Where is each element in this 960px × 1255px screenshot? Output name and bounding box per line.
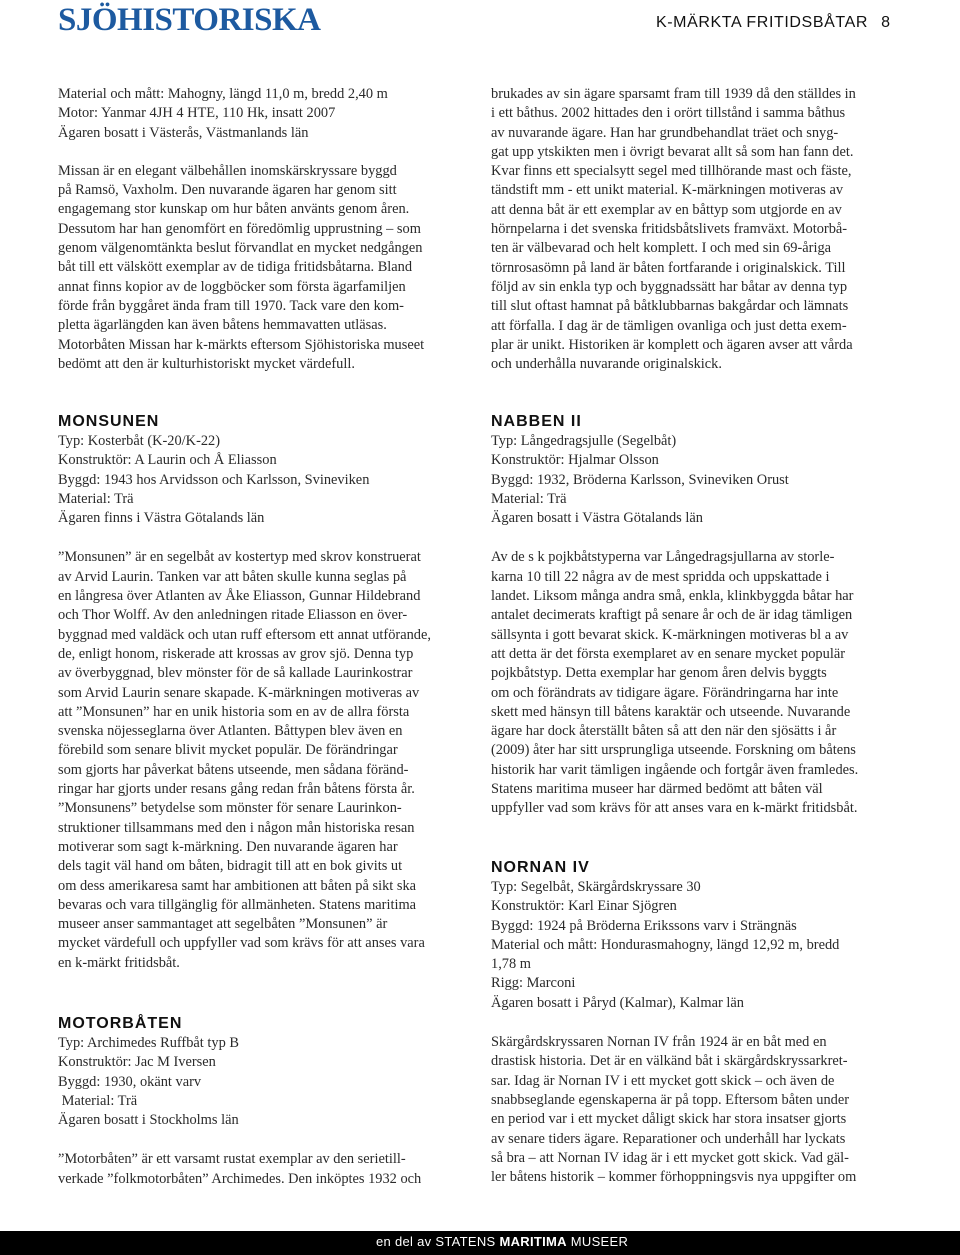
boat-entry-nabben — [491, 412, 903, 819]
text-line: annat finns kopior av de loggböcker som första ägarfamiljen — [58, 278, 406, 295]
spec-line: Konstruktör: Hjalmar Olsson — [491, 452, 659, 469]
text-line: att ”Monsunen” har en unik historia som en av de allra första — [58, 703, 410, 720]
intro-right-column — [491, 85, 903, 374]
text-line: att denna båt är ett exemplar av en båttyp som utgjorde en av — [491, 201, 842, 218]
text-line: svenska nöjesseglarna över Atlanten. Båttypen blev även en — [58, 723, 403, 740]
text-line: motiverar som sagt k-märkning. Den nuvarande ägaren har — [58, 838, 398, 855]
text-line: och Thor Wolff. Av den anledningen ritade Eliasson en över- — [58, 607, 408, 624]
text-line: sällsynta i gott bevarat skick. K-märkningen motiveras bl a av — [491, 626, 849, 643]
text-line: uppfyller vad som krävs för att anses vara en k-märkt fritidsbåt. — [491, 800, 858, 817]
body-text — [58, 162, 470, 374]
spec-line: Typ: Kosterbåt (K-20/K-22) — [58, 433, 221, 449]
spec-list — [491, 432, 903, 528]
text-line: Kvar finns ett specialsytt segel med tillhörande mast och fäste, — [491, 163, 852, 180]
spec-line: Ägaren bosatt i Västerås, Västmanlands län — [58, 124, 309, 141]
text-line: båt till ett välskött exemplar av de tidiga fritidsbåtarna. Bland — [58, 259, 413, 276]
text-line: skett med hänsyn till båtens karaktär och utseende. Nuvarande — [491, 703, 851, 720]
text-line: ler båtens historik – kommer förhoppningsvis nya uppgifter om — [491, 1169, 857, 1186]
spec-line: Byggd: 1924 på Bröderna Erikssons varv i Strängnäs — [491, 917, 797, 934]
text-line: i ett båthus. 2002 hittades den i orört tillstånd i samma båthus — [491, 105, 846, 122]
footer-org-museer: MUSEER — [570, 1234, 629, 1249]
intro-left-column — [58, 85, 470, 374]
text-line: att förfalla. I dag är de tämligen ovanliga och just detta exem- — [491, 317, 847, 334]
text-line: en långresa över Atlanten av Åke Eliasson, Gunnar Hildebrand — [58, 588, 421, 605]
text-line: Dessutom har han genomfört en föredömlig upprustning – som — [58, 220, 421, 237]
footer-prefix: en del av — [376, 1234, 432, 1249]
page-footer — [0, 1231, 960, 1255]
spec-line: Konstruktör: Jac M Iversen — [58, 1054, 216, 1071]
text-line: en period var i ett mycket dåligt skick har stora insatser gjorts — [491, 1111, 847, 1128]
text-line: och underhålla nuvarande originalskick. — [491, 356, 722, 373]
text-line: förde från byggåret ända fram till 1970. Tack vare den kom- — [58, 297, 404, 314]
text-line: till slut oftast hamnat på båtklubbarnas bakgårdar och lämnats — [491, 298, 849, 315]
spec-line: Material: Trä — [58, 1092, 138, 1109]
footer-credit — [376, 1234, 628, 1249]
text-line: engagemang stor kunskap om hur båten använts genom åren. — [58, 201, 410, 218]
spec-list — [58, 85, 470, 143]
spec-line: Material och mått: Mahogny, längd 11,0 m, bredd 2,40 m — [58, 86, 388, 102]
page-number: 8 — [881, 14, 890, 31]
text-line: gat upp ytskikten men i övrigt bevarat allt så som han fann det. — [491, 143, 854, 160]
text-line: som gjorts har påverkat båtens utseende, men sådana föränd- — [58, 761, 409, 778]
text-line: sar. Idag är Nornan IV i ett mycket gott skick – och även de — [491, 1072, 835, 1089]
text-line: ”Motorbåten” är ett varsamt rustat exemplar av den serietill- — [58, 1151, 406, 1168]
body-text — [58, 548, 470, 973]
spec-line: Konstruktör: A Laurin och Å Eliasson — [58, 452, 277, 469]
text-line: följd av sin enkla typ och byggnadssätt har båtar av denna typ — [491, 278, 848, 295]
text-line: Av de s k pojkbåtstyperna var Långedragsjullarna av storle- — [491, 549, 835, 566]
spec-line: Rigg: Marconi — [491, 975, 576, 992]
spec-line: Motor: Yanmar 4JH 4 HTE, 110 Hk, insatt 2007 — [58, 105, 336, 122]
boat-heading: MOTORBÅTEN — [58, 1015, 183, 1032]
text-line: ten är välbevarad och helt komplett. I och med sin 69-åriga — [491, 240, 832, 257]
text-line: dels tagit väl hand om båten, bidragit till att en bok givits ut — [58, 858, 403, 875]
text-line: om och förändrats av tidigare ägare. Förändringarna har inte — [491, 684, 839, 701]
text-line: så bra – att Nornan IV idag är i ett mycket gott skick. Vad gäl- — [491, 1149, 849, 1166]
text-line: ägare har dock återställt båten så att den när den sjösätts i år — [491, 723, 837, 740]
text-line: hörnpelarna i det svenska fritidsbåtslivets framväxt. Motorbå- — [491, 221, 848, 238]
text-line: ”Monsunen” är en segelbåt av kostertyp med skrov konstruerat — [58, 549, 421, 566]
text-line: ”Monsunens” betydelse som mönster för senare Laurinkon- — [58, 800, 402, 817]
spec-list — [58, 432, 470, 528]
text-line: törnrosasömn på land är båten fortfarande i originalskick. Till — [491, 259, 846, 276]
text-line: snabbseglande egenskaperna är på topp. Eftersom båten under — [491, 1091, 850, 1108]
spec-line: Typ: Archimedes Ruffbåt typ B — [58, 1035, 239, 1051]
body-text — [491, 1033, 903, 1187]
spec-list — [491, 878, 903, 1013]
text-line: av överbyggnad, blev mönster för de så kallade Laurinkostrar — [58, 665, 413, 682]
boat-entry-monsunen — [58, 412, 470, 973]
body-text — [491, 548, 903, 818]
text-line: plar är unikt. Historiken är komplett och ägaren avser att vårda — [491, 336, 853, 353]
footer-org-maritima: MARITIMA — [499, 1234, 567, 1249]
text-line: bevaras och vara tillgänglig för allmänheten. Statens maritima — [58, 896, 417, 913]
text-line: bedömt att den är kulturhistoriskt mycket värdefull. — [58, 355, 355, 372]
spec-line: Ägaren bosatt i Stockholms län — [58, 1112, 239, 1129]
text-line: Statens maritima museer har därmed bedömt att båten väl — [491, 781, 823, 798]
text-line: struktioner tillsammans med den i någon mån historiska resan — [58, 819, 415, 836]
text-line: Missan är en elegant välbehållen inomskärskryssare byggd — [58, 162, 397, 179]
text-line: pletta ägarlängden kan även båtens hemmavatten utläsas. — [58, 317, 387, 334]
text-line: verkade ”folkmotorbåten” Archimedes. Den inköptes 1932 och — [58, 1170, 422, 1187]
text-line: de, enligt honom, riskerade att krossas av grov sjö. Denna typ — [58, 645, 414, 662]
boat-entry-motorbaten — [58, 1014, 470, 1189]
text-line: historik har varit tämligen ingående och fortgår även framledes. — [491, 761, 859, 778]
page-header — [0, 0, 960, 50]
text-line: en k-märkt fritidsbåt. — [58, 954, 180, 971]
text-line: att detta är det första exemplaret av en senare mycket populär — [491, 645, 846, 662]
boat-entry-nornan — [491, 858, 903, 1187]
text-line: karna 10 till 22 några av de mest spridda och uppskattade i — [491, 568, 830, 585]
boat-heading: MONSUNEN — [58, 413, 160, 430]
text-line: (2009) åter har sitt ursprungliga utseende. Forskning om båtens — [491, 742, 856, 759]
text-line: mycket värdefull och uppfyller vad som krävs för att anses vara — [58, 935, 425, 952]
text-line: pojkbåtstyp. Detta exemplar har genom åren delvis byggts — [491, 665, 827, 682]
section-title: K-MÄRKTA FRITIDSBÅTAR — [655, 14, 868, 31]
text-line: av senare tiders ägare. Reparationer och underhåll har lyckats — [491, 1130, 846, 1147]
spec-line: Typ: Segelbåt, Skärgårdskryssare 30 — [491, 879, 701, 895]
text-line: brukades av sin ägare sparsamt fram till 1939 då den ställdes in — [491, 86, 856, 102]
body-text — [58, 1150, 470, 1189]
spec-line: Konstruktör: Karl Einar Sjögren — [491, 898, 677, 915]
text-line: genom välgenomtänkta beslut förvandlat en mycket nedgången — [58, 240, 423, 257]
text-line: antalet decimerats kraftigt på senare år och de är idag tämligen — [491, 607, 853, 624]
text-line: om dess amerikaresa samt har ambitionen att båten på sikt ska — [58, 877, 417, 894]
text-line: drastisk historia. Det är en välkänd båt i skärgårdskryssarkret- — [491, 1053, 848, 1070]
text-line: Skärgårdskryssaren Nornan IV från 1924 är en båt med en — [491, 1034, 827, 1051]
boat-heading: NABBEN II — [491, 413, 582, 430]
spec-line: Material: Trä — [58, 490, 134, 507]
spec-line: Ägaren bosatt i Påryd (Kalmar), Kalmar län — [491, 994, 744, 1011]
spec-line: Material och mått: Hondurasmahogny, längd 12,92 m, bredd — [491, 936, 840, 953]
text-line: museer anser sammantaget att segelbåten ”Monsunen” är — [58, 916, 388, 933]
spec-line: Byggd: 1932, Bröderna Karlsson, Svineviken Orust — [491, 471, 789, 488]
text-line: landet. Liksom många andra små, enkla, klinkbyggda båtar har — [491, 588, 854, 605]
text-line: av nuvarande ägare. Han har grundbehandlat träet och snyg- — [491, 124, 839, 141]
spec-line: Ägaren bosatt i Västra Götalands län — [491, 510, 703, 527]
spec-line: Byggd: 1930, okänt varv — [58, 1073, 202, 1090]
spec-line: Byggd: 1943 hos Arvidsson och Karlsson, Svineviken — [58, 471, 370, 488]
spec-line: Typ: Långedragsjulle (Segelbåt) — [491, 433, 677, 449]
body-text — [491, 85, 903, 374]
boat-heading: NORNAN IV — [491, 859, 590, 876]
text-line: tändstift mm - ett unikt material. K-märkningen motiveras av — [491, 182, 844, 199]
text-line: Motorbåten Missan har k-märkts eftersom Sjöhistoriska museet — [58, 336, 425, 353]
spec-line: Material: Trä — [491, 490, 567, 507]
text-line: som Arvid Laurin senare skapade. K-märkningen motiveras av — [58, 684, 420, 701]
text-line: förebild som senare blivit mycket populär. De förändringar — [58, 742, 398, 759]
text-line: av Arvid Laurin. Tanken var att båten skulle kunna seglas på — [58, 568, 407, 585]
text-line: byggnad med valdäck och utan ruff eftersom ett annat utförande, — [58, 626, 431, 643]
text-line: ringar har gjorts under resans gång redan från båtens första år. — [58, 781, 415, 798]
publication-logo: SJÖHISTORISKA — [58, 2, 321, 38]
spec-list — [58, 1034, 470, 1130]
footer-org-statens: STATENS — [435, 1234, 496, 1249]
spec-line: Ägaren finns i Västra Götalands län — [58, 510, 265, 527]
text-line: på Ramsö, Vaxholm. Den nuvarande ägaren har genom sitt — [58, 182, 397, 199]
spec-line: 1,78 m — [491, 956, 531, 973]
